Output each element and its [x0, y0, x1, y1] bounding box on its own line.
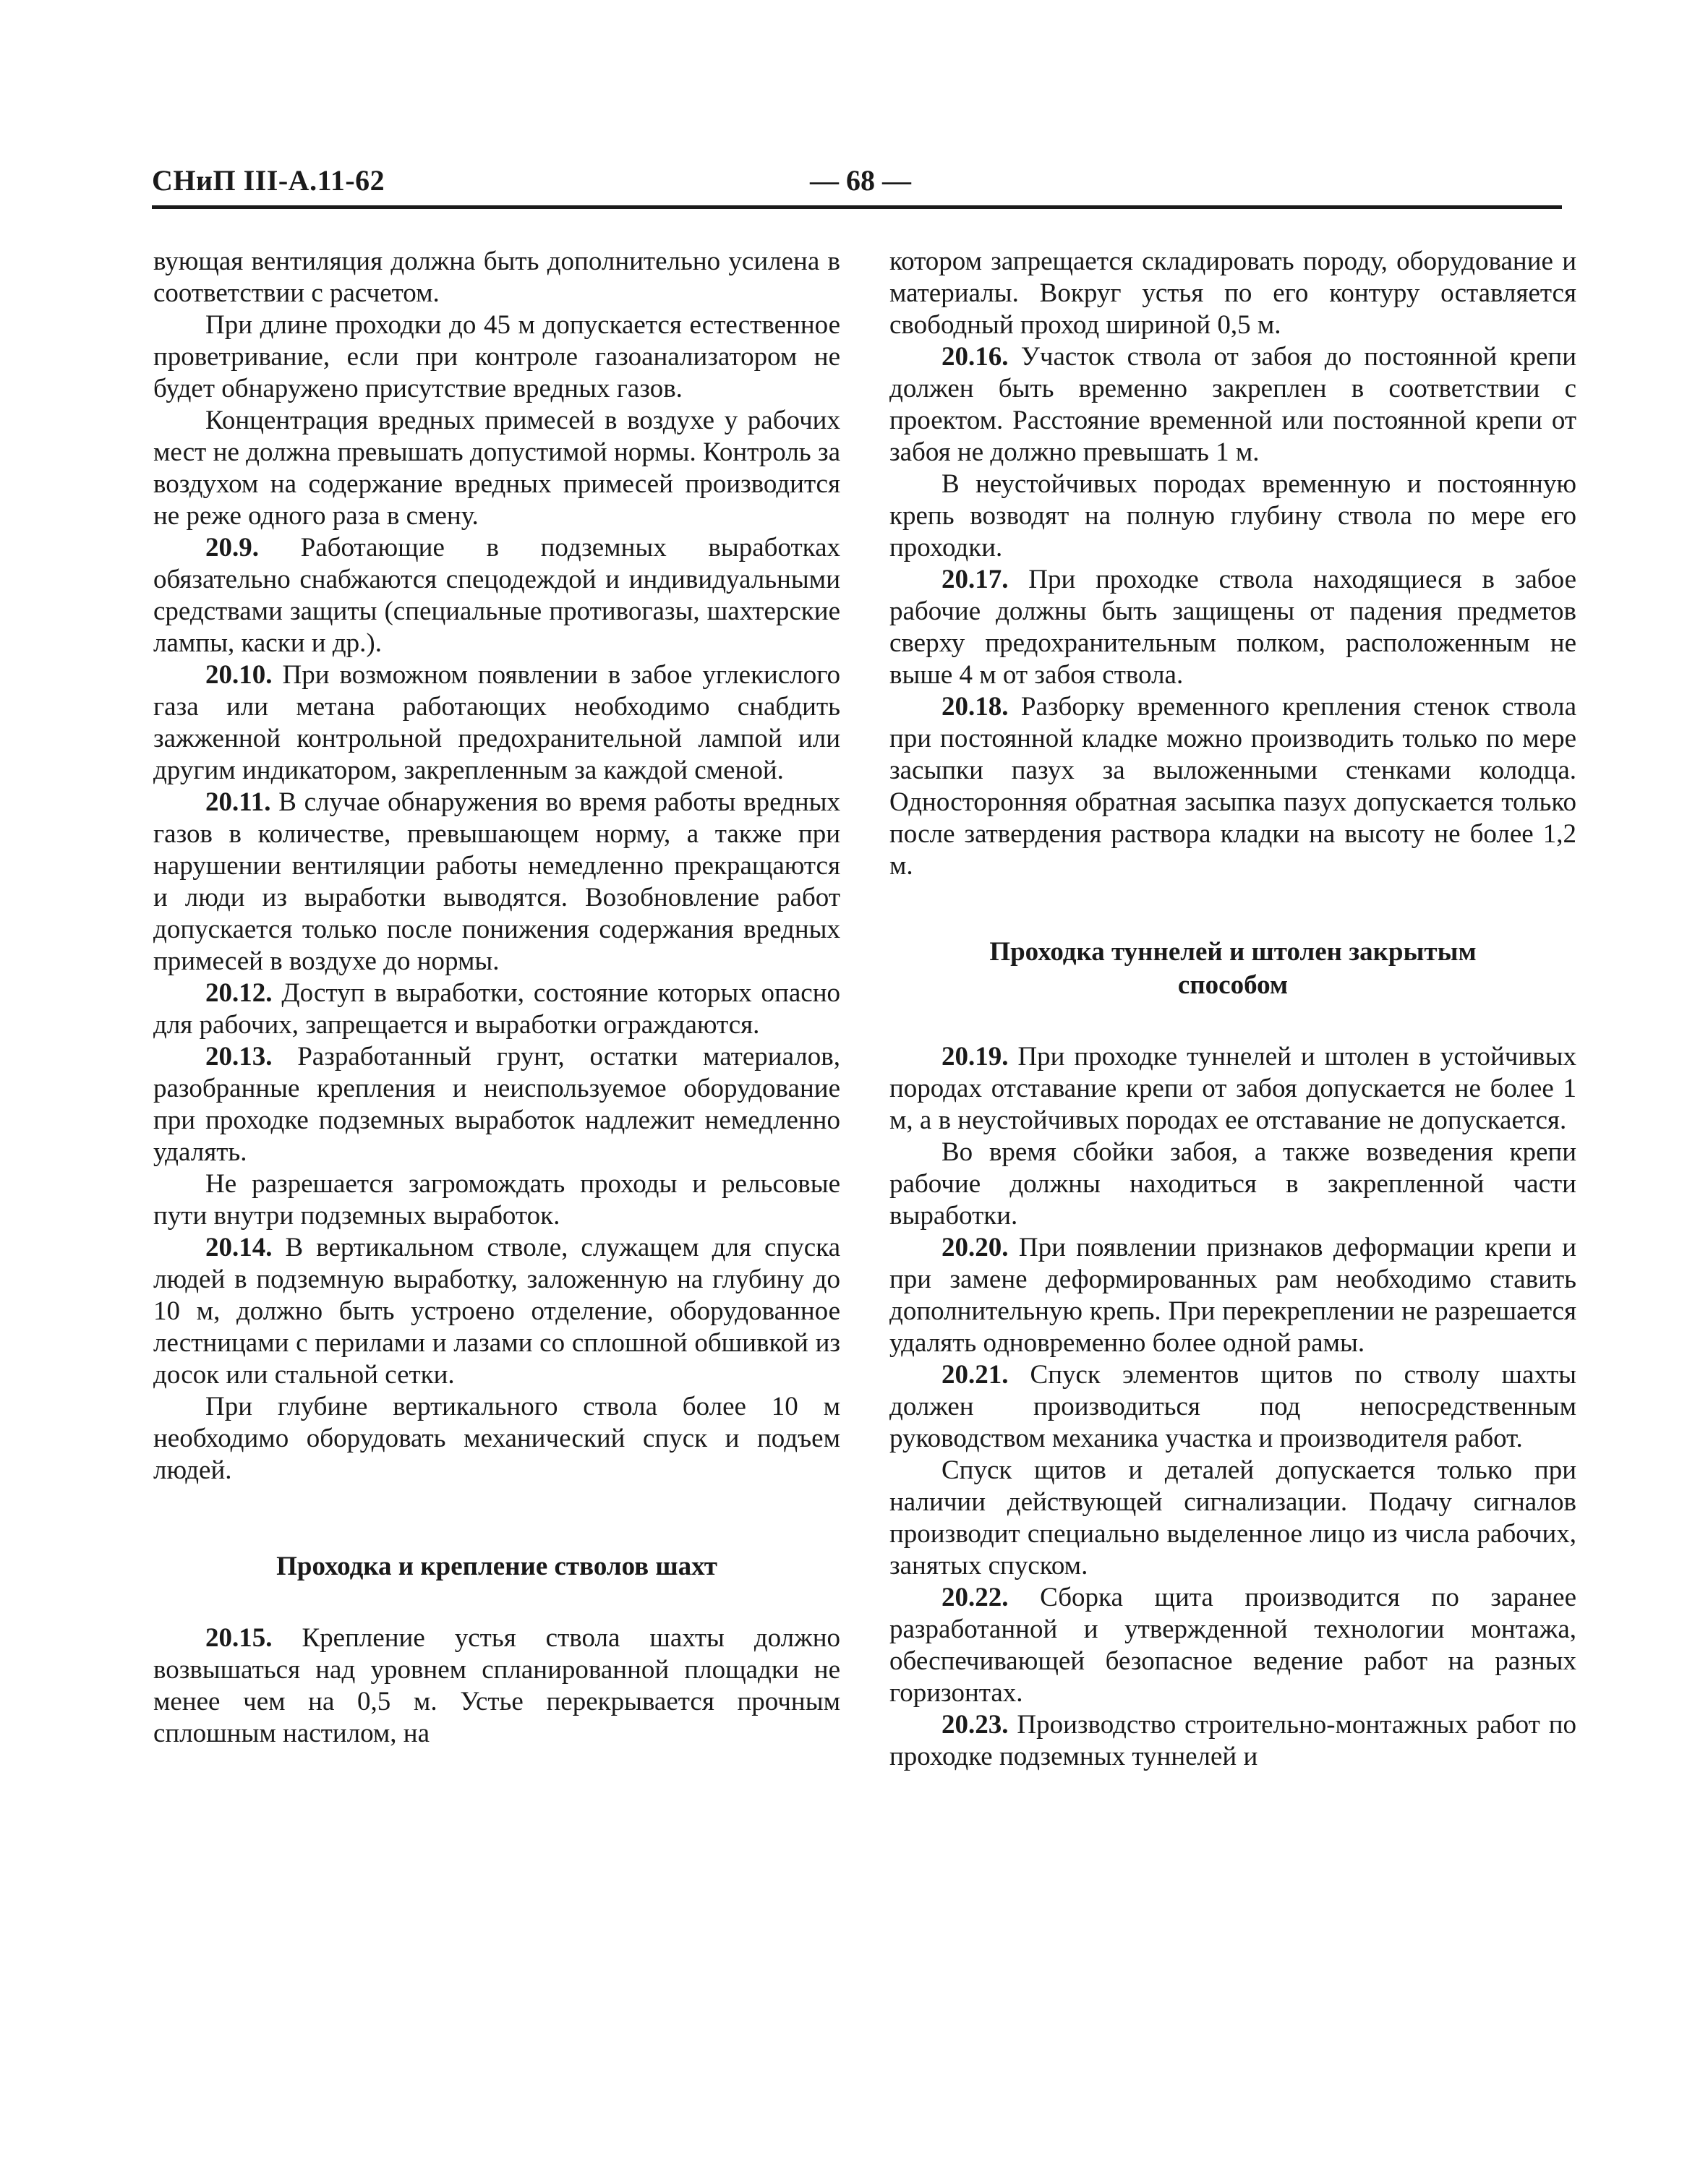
- paragraph: Спуск щитов и деталей допускается только при наличии действующей сигнализации. Подачу сигналов производит специально выделенное лицо из числа рабочих, занятых спуском.: [889, 1455, 1576, 1581]
- page-number: — 68 —: [810, 164, 911, 197]
- clause-20-16: [889, 341, 1576, 469]
- clause-text: Разработанный грунт, остатки материалов, разобранные крепления и неиспользуемое оборудование при проходке подземных выработок надлежит немедленно удалять.: [153, 1042, 840, 1167]
- clause-text: При проходке туннелей и штолен в устойчивых породах отставание крепи от забоя допускается не более 1 м, а в неустойчивых породах ее отставание не допускается.: [889, 1042, 1577, 1135]
- document-code: СНиП III-A.11-62: [152, 164, 385, 197]
- page-header: [152, 163, 1562, 207]
- clause-text: Спуск элементов щитов по стволу шахты должен производиться под непосредственным руководством механика участка и производителя работ.: [889, 1360, 1576, 1453]
- paragraph: Концентрация вредных примесей в воздухе у рабочих мест не должна превышать допустимой нормы. Контроль за воздухом на содержание вредных примесей производится не реже одного раза в смену.: [153, 406, 840, 531]
- clause-text: В случае обнаружения во время работы вредных газов в количестве, превышающем норму, а также при нарушении вентиляции работы немедленно прекращаются и люди из выработки выводятся. Возобновление работ допускается только после понижения содержания вредных примесей в воздухе до нормы.: [153, 787, 840, 976]
- clause-number: 20.13.: [205, 1042, 273, 1072]
- clause-number: 20.16.: [941, 342, 1009, 372]
- clause-text: Работающие в подземных выработках обязательно снабжаются спецодеждой и индивидуальными средствами защиты (специальные противогазы, шахтерские лампы, каски и др.).: [153, 533, 840, 658]
- clause-text: Доступ в выработки, состояние которых опасно для рабочих, запрещается и выработки ограждаются.: [153, 978, 841, 1040]
- clause-20-13: [153, 1041, 840, 1168]
- clause-number: 20.21.: [941, 1360, 1009, 1390]
- clause-number: 20.19.: [941, 1042, 1009, 1072]
- clause-text: Сборка щита производится по заранее разработанной и утвержденной технологии монтажа, обеспечивающей безопасное ведение работ на разных горизонтах.: [889, 1583, 1577, 1708]
- clause-number: 20.14.: [205, 1233, 273, 1262]
- clause-20-17: [889, 564, 1576, 691]
- clause-20-19: [889, 1041, 1576, 1137]
- clause-number: 20.23.: [941, 1710, 1009, 1740]
- clause-20-23: [889, 1709, 1576, 1773]
- spacer: [153, 1583, 840, 1622]
- clause-text: Производство строительно-монтажных работ по проходке подземных туннелей и: [889, 1710, 1577, 1771]
- clause-20-21: [889, 1359, 1576, 1455]
- clause-20-9: [153, 532, 840, 659]
- paragraph: При длине проходки до 45 м допускается естественное проветривание, если при контроле газоанализатором не будет обнаружено присутствие вредных газов.: [153, 310, 840, 403]
- section-heading: Проходка и крепление стволов шахт: [276, 1552, 717, 1581]
- clause-number: 20.11.: [205, 787, 271, 817]
- spacer: [889, 1002, 1576, 1041]
- clause-20-14: [153, 1232, 840, 1391]
- paragraph: котором запрещается складировать породу, оборудование и материалы. Вокруг устья по его контуру оставляется свободный проход шириной 0,5 м.: [889, 247, 1576, 340]
- clause-number: 20.12.: [205, 978, 273, 1008]
- left-column: [153, 246, 840, 1750]
- spacer: [889, 882, 1576, 936]
- clause-20-11: [153, 787, 840, 978]
- clause-20-12: [153, 978, 840, 1041]
- clause-20-18: [889, 691, 1576, 882]
- clause-20-20: [889, 1232, 1576, 1359]
- heading-line: способом: [1177, 970, 1289, 1000]
- clause-text: При появлении признаков деформации крепи и при замене деформированных рам необходимо ставить дополнительную крепь. При перекреплении не разрешается удалять одновременно более одной рамы.: [889, 1233, 1576, 1358]
- clause-20-22: [889, 1582, 1576, 1709]
- clause-number: 20.10.: [205, 660, 273, 690]
- clause-number: 20.17.: [941, 565, 1009, 594]
- heading-line: Проходка туннелей и штолен закрытым: [989, 937, 1477, 967]
- right-column: [889, 246, 1576, 1773]
- spacer: [153, 1487, 840, 1550]
- paragraph: Во время сбойки забоя, а также возведения крепи рабочие должны находиться в закрепленной части выработки.: [889, 1137, 1576, 1231]
- paragraph: При глубине вертикального ствола более 10 м необходимо оборудовать механический спуск и подъем людей.: [153, 1392, 840, 1485]
- clause-20-10: [153, 659, 840, 787]
- clause-text: Участок ствола от забоя до постоянной крепи должен быть временно закреплен в соответствии с проектом. Расстояние временной или постоянной крепи от забоя не должно превышать 1 м.: [889, 342, 1577, 467]
- clause-number: 20.15.: [205, 1623, 273, 1653]
- clause-text: При возможном появлении в забое углекислого газа или метана работающих необходимо снабдить зажженной контрольной предохранительной лампой или другим индикатором, закрепленным за каждой сменой.: [153, 660, 840, 785]
- clause-text: При проходке ствола находящиеся в забое рабочие должны быть защищены от падения предметов сверху предохранительным полком, расположенным не выше 4 м от забоя ствола.: [889, 565, 1576, 690]
- header-rule: [152, 205, 1562, 209]
- clause-20-15: [153, 1622, 840, 1750]
- paragraph: Не разрешается загромождать проходы и рельсовые пути внутри подземных выработок.: [153, 1169, 840, 1231]
- clause-number: 20.9.: [205, 533, 259, 563]
- clause-text: Разборку временного крепления стенок ствола при постоянной кладке можно производить только по мере засыпки пазух за выложенными стенками колодца. Односторонняя обратная засыпка пазух допускается только после затвердения раствора кладки на высоту не более 1,2 м.: [889, 692, 1577, 881]
- clause-text: В вертикальном стволе, служащем для спуска людей в подземную выработку, заложенную на глубину до 10 м, должно быть устроено отделение, оборудованное лестницами с перилами и лазами со сплошной обшивкой из досок или стальной сетки.: [153, 1233, 840, 1390]
- clause-number: 20.20.: [941, 1233, 1009, 1262]
- clause-text: Крепление устья ствола шахты должно возвышаться над уровнем спланированной площадки не менее чем на 0,5 м. Устье перекрывается прочным сплошным настилом, на: [153, 1623, 840, 1748]
- clause-number: 20.22.: [941, 1583, 1009, 1612]
- paragraph: вующая вентиляция должна быть дополнительно усилена в соответствии с расчетом.: [153, 247, 840, 308]
- paragraph: В неустойчивых породах временную и постоянную крепь возводят на полную глубину ствола по мере его проходки.: [889, 469, 1576, 563]
- clause-number: 20.18.: [941, 692, 1009, 722]
- section-heading: [889, 936, 1576, 1002]
